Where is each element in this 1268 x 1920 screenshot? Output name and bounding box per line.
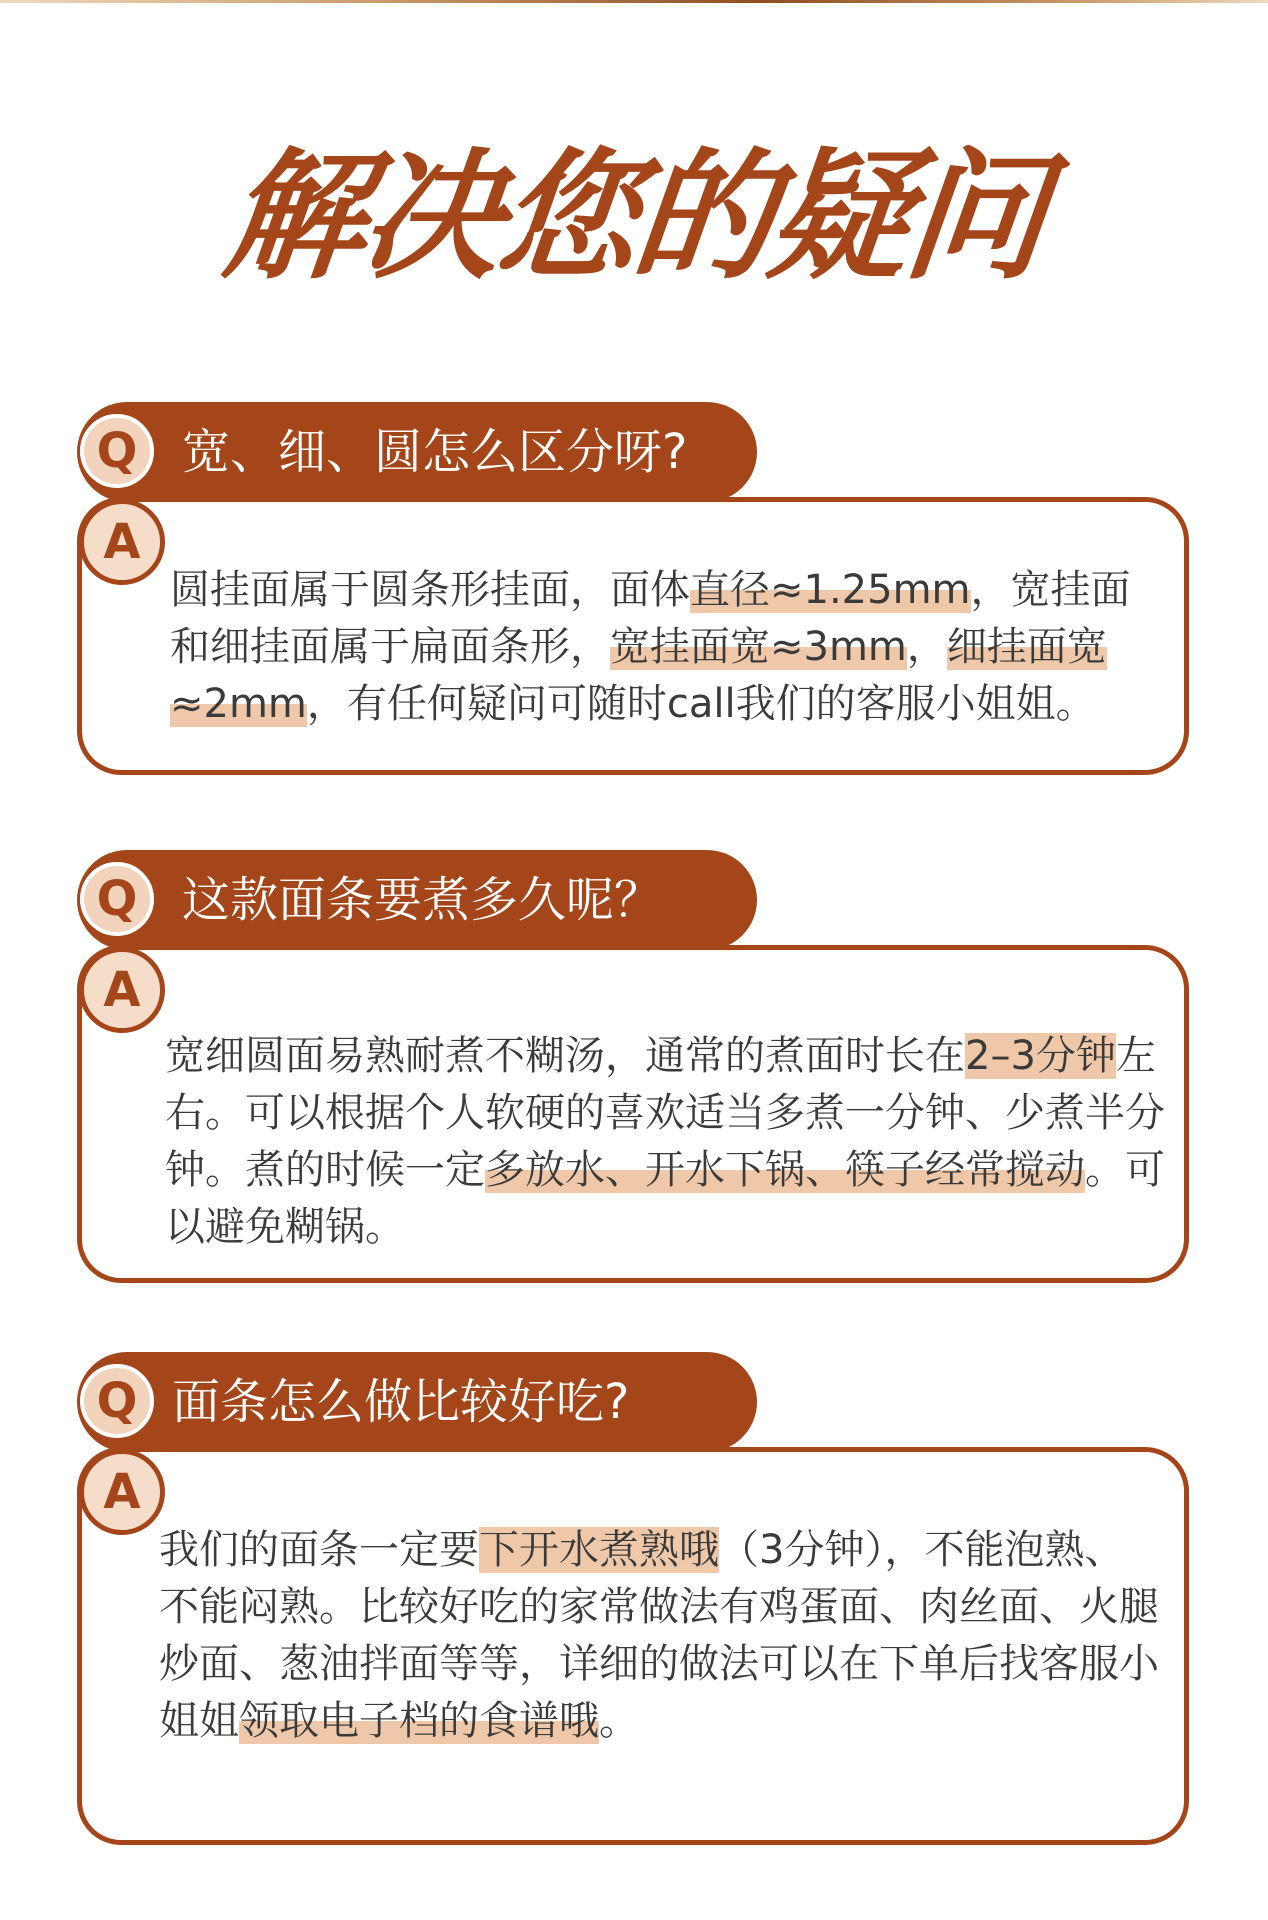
answer-highlight: 细挂面宽≈2mm xyxy=(170,624,1107,727)
answer-box-1 xyxy=(77,497,1189,775)
question-text-3: 面条怎么做比较好吃? xyxy=(172,1374,630,1430)
q-badge: Q xyxy=(80,862,154,936)
answer-box-2 xyxy=(77,945,1189,1283)
question-banner-1 xyxy=(77,402,757,502)
answer-segment: 圆挂面属于圆条形挂面，面体 xyxy=(170,567,690,613)
answer-segment: 。 xyxy=(599,1698,639,1744)
question-text-1: 宽、细、圆怎么区分呀? xyxy=(182,424,688,480)
answer-text-3 xyxy=(159,1522,1159,1750)
answer-highlight: 下开水煮熟哦 xyxy=(479,1527,719,1573)
a-badge: A xyxy=(79,1449,165,1535)
question-banner-2 xyxy=(77,850,757,950)
answer-text-1 xyxy=(170,562,1170,733)
answer-segment: 左右。可以根据个人软硬的喜欢适当多煮一分钟、少煮半分钟。煮的时候一定 xyxy=(165,1033,1165,1193)
a-badge: A xyxy=(79,947,165,1033)
page-title: 解决您的疑问 xyxy=(217,136,1051,299)
answer-segment: ，宽挂面和细挂面属于扁面条形， xyxy=(170,567,1131,670)
q-badge: Q xyxy=(80,414,154,488)
answer-highlight: 2–3分钟 xyxy=(965,1033,1116,1079)
answer-highlight: 领取电子档的食谱哦 xyxy=(239,1698,599,1744)
answer-box-3 xyxy=(77,1447,1189,1845)
a-badge: A xyxy=(79,499,165,585)
answer-highlight: 多放水、开水下锅、筷子经常搅动 xyxy=(485,1147,1085,1193)
top-decorative-line xyxy=(0,0,1268,3)
answer-segment: 。可以避免糊锅。 xyxy=(165,1147,1165,1250)
question-text-2: 这款面条要煮多久呢？ xyxy=(182,872,663,928)
answer-segment: 宽细圆面易熟耐煮不糊汤，通常的煮面时长在 xyxy=(165,1033,965,1079)
answer-segment: ，有任何疑问可随时call我们的客服小姐姐。 xyxy=(306,681,1096,727)
answer-segment: ， xyxy=(906,624,947,670)
answer-highlight: 直径≈1.25mm xyxy=(690,567,971,613)
answer-text-2 xyxy=(165,1028,1165,1256)
answer-segment: （3分钟），不能泡熟、不能闷熟。比较好吃的家常做法有鸡蛋面、肉丝面、火腿炒面、葱油拌面等等，详细的做法可以在下单后找客服小姐姐 xyxy=(159,1527,1159,1744)
question-banner-3 xyxy=(77,1352,757,1452)
answer-highlight: 宽挂面宽≈3mm xyxy=(610,624,907,670)
answer-segment: 我们的面条一定要 xyxy=(159,1527,479,1573)
q-badge: Q xyxy=(80,1364,154,1438)
